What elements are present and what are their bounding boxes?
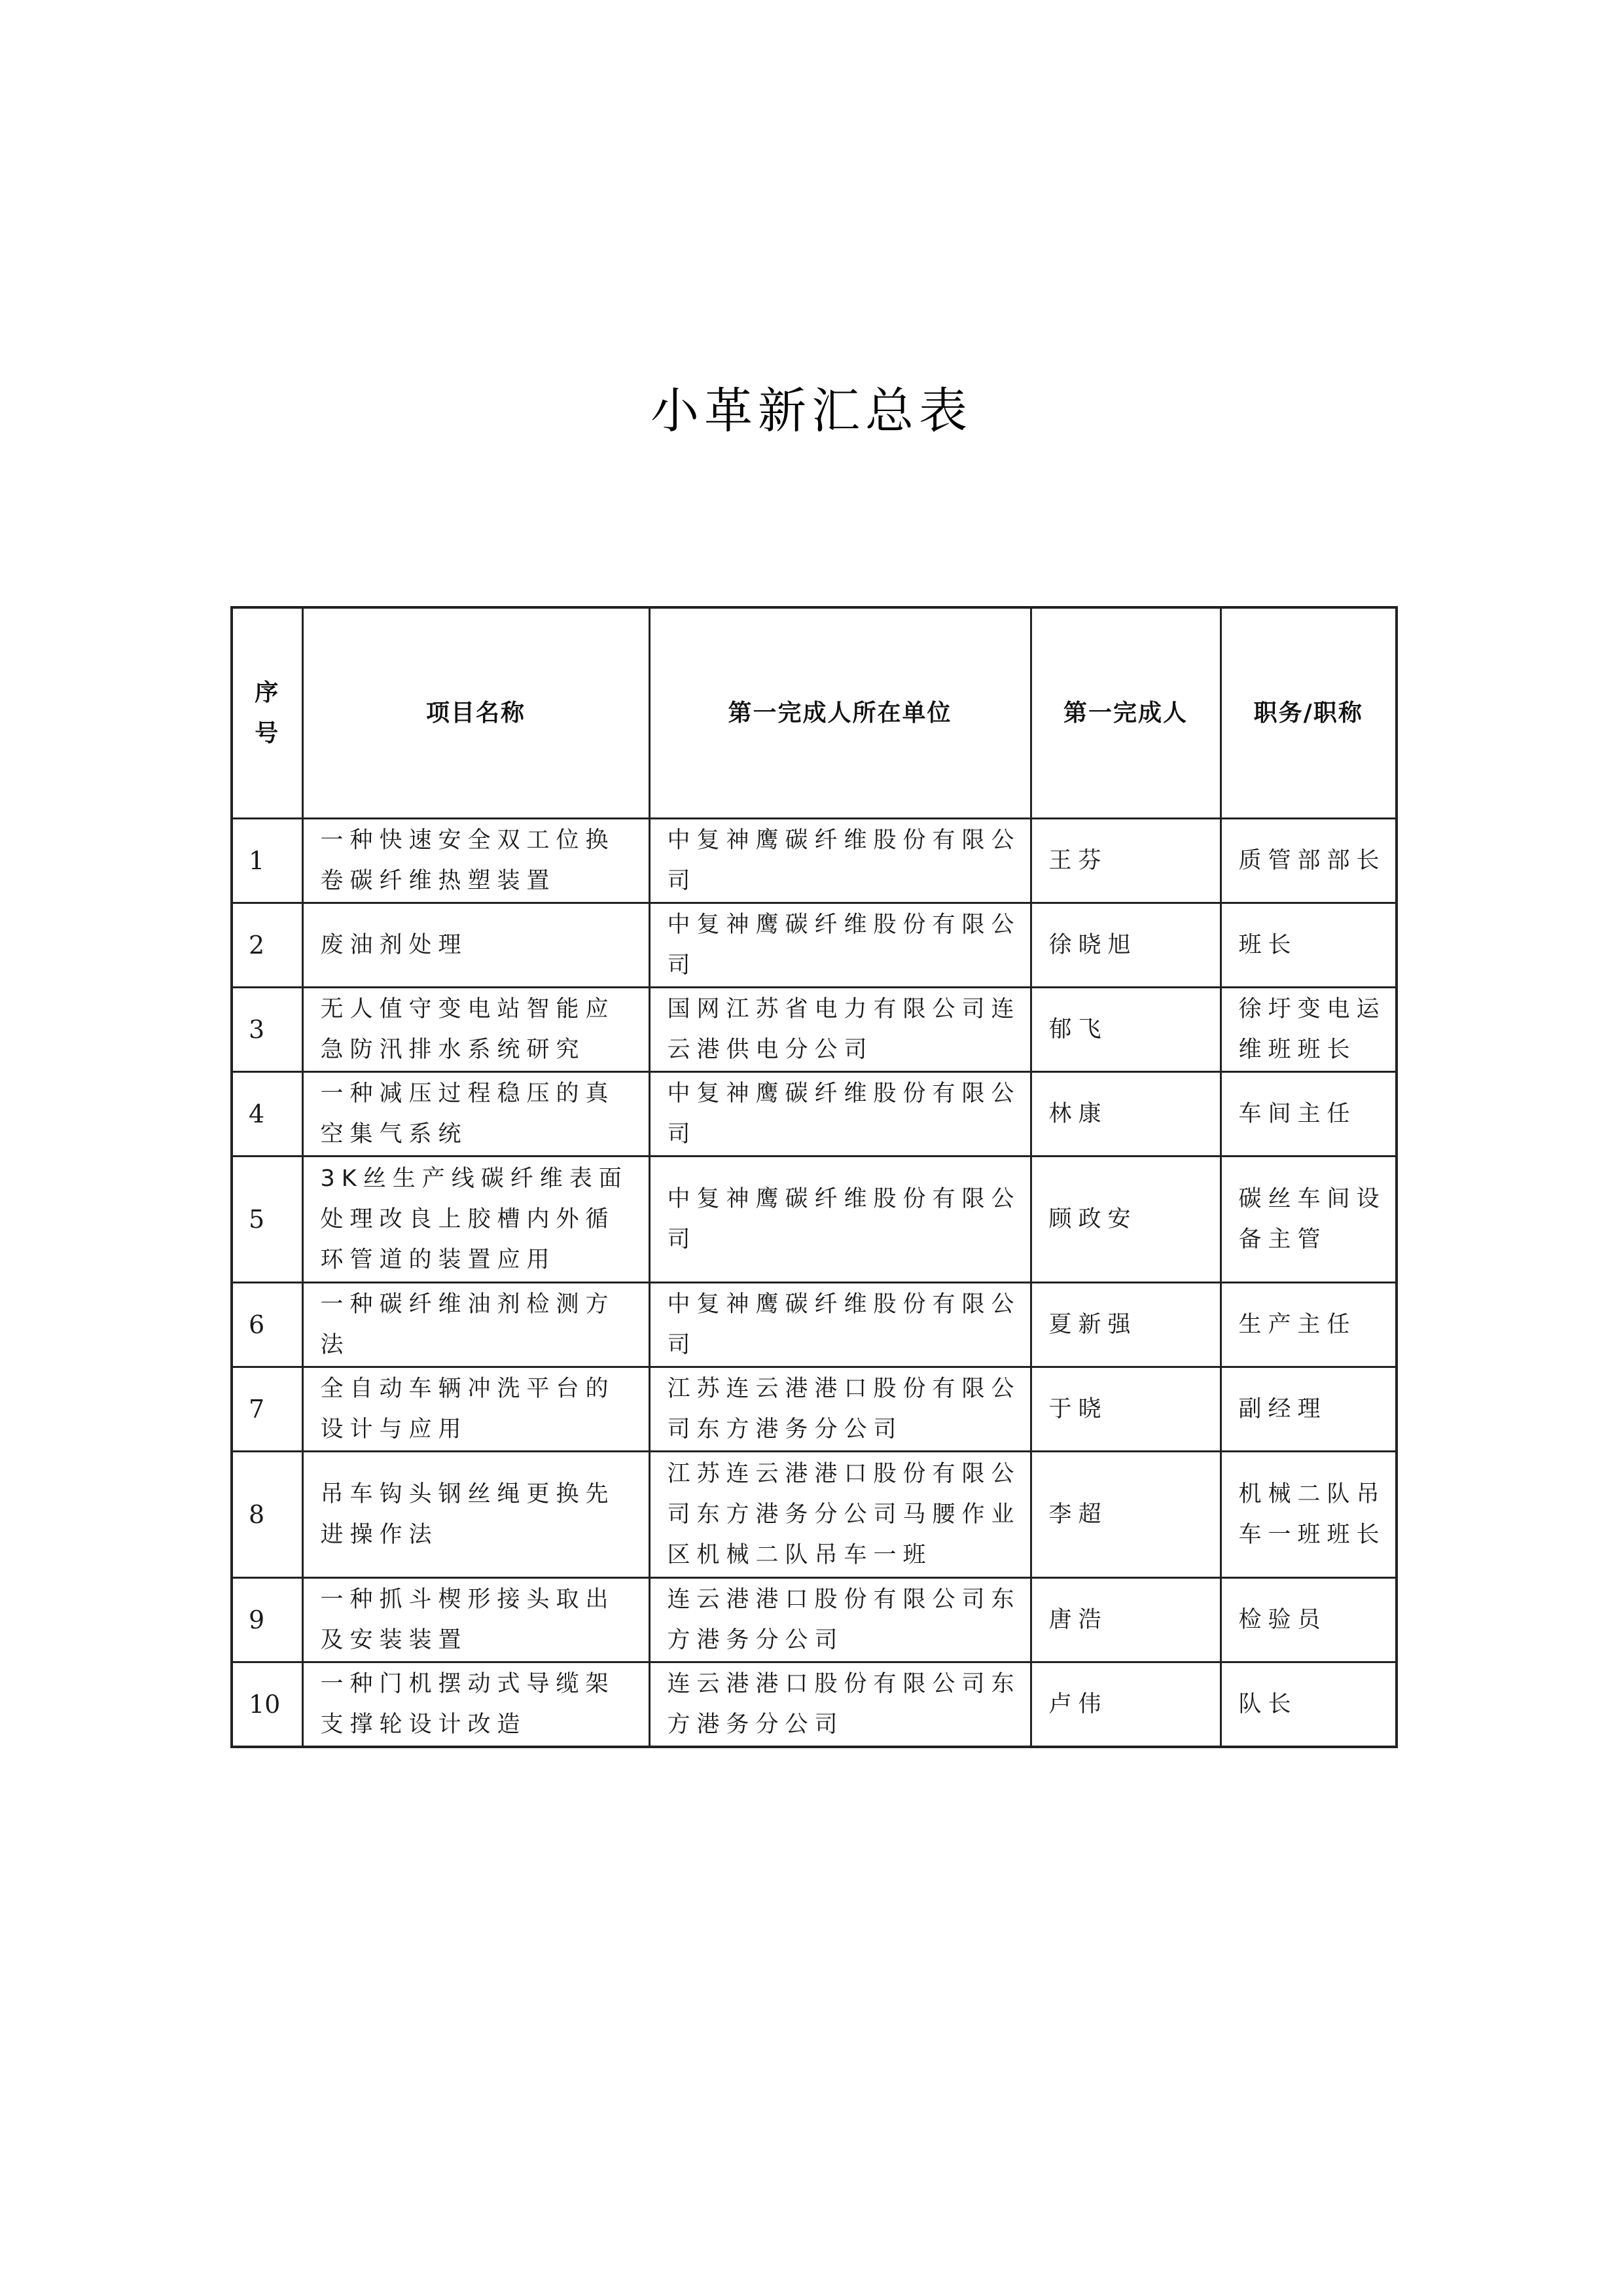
cell-unit: 江苏连云港港口股份有限公司东方港务分公司 bbox=[649, 1367, 1031, 1452]
table-row bbox=[232, 1452, 1397, 1578]
cell-serial: 5 bbox=[232, 1157, 302, 1283]
cell-person: 徐晓旭 bbox=[1031, 903, 1221, 988]
header-serial-number bbox=[232, 607, 302, 819]
cell-person: 郁飞 bbox=[1031, 988, 1221, 1072]
cell-project: 一种门机摆动式导缆架支撑轮设计改造 bbox=[302, 1662, 649, 1748]
header-title: 职务/职称 bbox=[1221, 607, 1397, 819]
table-row bbox=[232, 1072, 1397, 1157]
cell-person: 顾政安 bbox=[1031, 1157, 1221, 1283]
cell-unit: 连云港港口股份有限公司东方港务分公司 bbox=[649, 1578, 1031, 1662]
cell-project: 吊车钩头钢丝绳更换先进操作法 bbox=[302, 1452, 649, 1578]
cell-serial: 4 bbox=[232, 1072, 302, 1157]
table-row bbox=[232, 819, 1397, 903]
header-serial-line2: 号 bbox=[255, 719, 280, 747]
cell-project: 一种碳纤维油剂检测方法 bbox=[302, 1283, 649, 1367]
cell-unit: 连云港港口股份有限公司东方港务分公司 bbox=[649, 1662, 1031, 1748]
cell-unit: 中复神鹰碳纤维股份有限公司 bbox=[649, 1072, 1031, 1157]
header-project-name: 项目名称 bbox=[302, 607, 649, 819]
cell-unit: 中复神鹰碳纤维股份有限公司 bbox=[649, 819, 1031, 903]
table-row bbox=[232, 1578, 1397, 1662]
cell-serial: 6 bbox=[232, 1283, 302, 1367]
table-row bbox=[232, 903, 1397, 988]
cell-person: 于晓 bbox=[1031, 1367, 1221, 1452]
cell-person: 卢伟 bbox=[1031, 1662, 1221, 1748]
cell-unit: 中复神鹰碳纤维股份有限公司 bbox=[649, 1157, 1031, 1283]
cell-unit: 江苏连云港港口股份有限公司东方港务分公司马腰作业区机械二队吊车一班 bbox=[649, 1452, 1031, 1578]
cell-title: 生产主任 bbox=[1221, 1283, 1397, 1367]
cell-person: 夏新强 bbox=[1031, 1283, 1221, 1367]
cell-serial: 7 bbox=[232, 1367, 302, 1452]
header-serial-line1: 序 bbox=[255, 679, 280, 706]
cell-unit: 中复神鹰碳纤维股份有限公司 bbox=[649, 1283, 1031, 1367]
cell-person: 唐浩 bbox=[1031, 1578, 1221, 1662]
table-row bbox=[232, 1157, 1397, 1283]
cell-title: 碳丝车间设备主管 bbox=[1221, 1157, 1397, 1283]
cell-project: 一种抓斗楔形接头取出及安装装置 bbox=[302, 1578, 649, 1662]
cell-serial: 1 bbox=[232, 819, 302, 903]
cell-person: 李超 bbox=[1031, 1452, 1221, 1578]
cell-serial: 8 bbox=[232, 1452, 302, 1578]
cell-title: 检验员 bbox=[1221, 1578, 1397, 1662]
cell-person: 林康 bbox=[1031, 1072, 1221, 1157]
cell-project: 无人值守变电站智能应急防汛排水系统研究 bbox=[302, 988, 649, 1072]
cell-title: 队长 bbox=[1221, 1662, 1397, 1748]
cell-project: 一种减压过程稳压的真空集气系统 bbox=[302, 1072, 649, 1157]
cell-title: 班长 bbox=[1221, 903, 1397, 988]
cell-unit: 中复神鹰碳纤维股份有限公司 bbox=[649, 903, 1031, 988]
header-person: 第一完成人 bbox=[1031, 607, 1221, 819]
page-title: 小革新汇总表 bbox=[651, 383, 972, 439]
cell-title: 车间主任 bbox=[1221, 1072, 1397, 1157]
table-row bbox=[232, 988, 1397, 1072]
cell-title: 副经理 bbox=[1221, 1367, 1397, 1452]
cell-title: 徐圩变电运维班班长 bbox=[1221, 988, 1397, 1072]
cell-unit: 国网江苏省电力有限公司连云港供电分公司 bbox=[649, 988, 1031, 1072]
cell-project: 一种快速安全双工位换卷碳纤维热塑装置 bbox=[302, 819, 649, 903]
header-unit: 第一完成人所在单位 bbox=[649, 607, 1031, 819]
cell-project: 3K丝生产线碳纤维表面处理改良上胶槽内外循环管道的装置应用 bbox=[302, 1157, 649, 1283]
table-row bbox=[232, 1662, 1397, 1748]
cell-person: 王芬 bbox=[1031, 819, 1221, 903]
summary-table bbox=[230, 606, 1398, 1748]
table-row bbox=[232, 1367, 1397, 1452]
cell-project: 废油剂处理 bbox=[302, 903, 649, 988]
cell-serial: 2 bbox=[232, 903, 302, 988]
cell-serial: 9 bbox=[232, 1578, 302, 1662]
cell-title: 质管部部长 bbox=[1221, 819, 1397, 903]
table-header-row bbox=[232, 607, 1397, 819]
table-row bbox=[232, 1283, 1397, 1367]
cell-serial: 10 bbox=[232, 1662, 302, 1748]
cell-title: 机械二队吊车一班班长 bbox=[1221, 1452, 1397, 1578]
cell-serial: 3 bbox=[232, 988, 302, 1072]
cell-project: 全自动车辆冲洗平台的设计与应用 bbox=[302, 1367, 649, 1452]
